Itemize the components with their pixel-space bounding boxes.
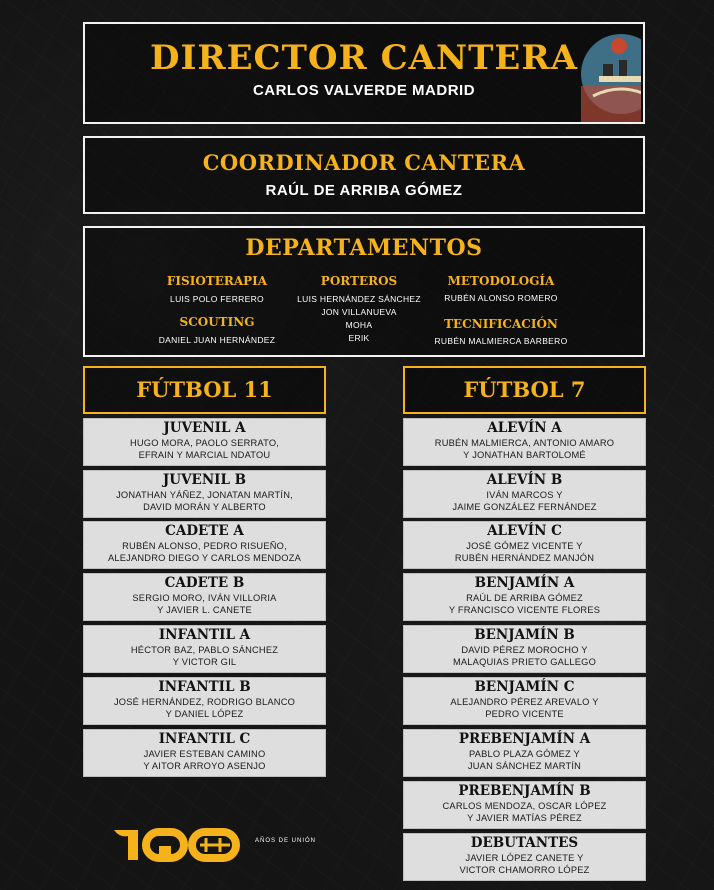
team-staff-line1: DAVID PÉREZ MOROCHO Y	[461, 645, 588, 655]
team-card-benjamin-c	[403, 677, 646, 725]
team-staff-line2: RUBÉN HERNÁNDEZ MANJÓN	[454, 553, 595, 563]
team-card-infantil-b	[83, 677, 326, 725]
team-staff-line1: JOSÉ GÓMEZ VICENTE Y	[466, 541, 583, 551]
team-staff-line1: HÉCTOR BAZ, PABLO SÁNCHEZ	[130, 645, 279, 655]
team-card-cadete-b	[83, 573, 326, 621]
team-card-prebenjamin-a	[403, 729, 646, 777]
team-staff-line1: JAVIER ESTEBAN CAMINO	[143, 749, 266, 759]
dept-scouting-name: DANIEL JUAN HERNÁNDEZ	[158, 335, 276, 345]
team-staff-line2: VICTOR CHAMORRO LÓPEZ	[459, 865, 590, 875]
team-staff-line2: Y JAVIER L. CANETE	[157, 605, 252, 615]
team-card-benjamin-b	[403, 625, 646, 673]
dept-fisioterapia-name: LUIS POLO FERRERO	[170, 294, 264, 304]
team-card-infantil-a	[83, 625, 326, 673]
dept-tecnificacion-name: RUBÉN MALMIERCA BARBERO	[434, 336, 568, 346]
team-card-alevin-c	[403, 521, 646, 569]
team-name: CADETE B	[164, 575, 245, 591]
departamentos-panel	[83, 226, 645, 357]
team-staff-line2: Y FRANCISCO VICENTE FLORES	[448, 605, 601, 615]
team-staff-line1: SERGIO MORO, IVÁN VILLORIA	[132, 593, 277, 603]
team-staff-line1: RUBÉN MALMIERCA, ANTONIO AMARO	[434, 438, 615, 448]
team-staff-line2: ALEJANDRO DIEGO Y CARLOS MENDOZA	[107, 553, 302, 563]
dept-porteros-title: PORTEROS	[320, 274, 398, 288]
dept-scouting-title: SCOUTING	[179, 315, 255, 329]
team-staff-line2: MALAQUIAS PRIETO GALLEGO	[452, 657, 597, 667]
dept-porteros-name-3: MOHA	[345, 320, 373, 330]
team-name: ALEVÍN A	[487, 420, 562, 436]
dept-tecnificacion-title: TECNIFICACIÓN	[444, 317, 558, 331]
club-crest-icon	[579, 26, 641, 122]
team-card-alevin-b	[403, 470, 646, 518]
team-name: JUVENIL A	[163, 420, 246, 436]
team-staff-line2: JUAN SÁNCHEZ MARTÍN	[467, 761, 582, 771]
team-staff-line2: EFRAIN Y MARCIAL NDATOU	[138, 450, 271, 460]
futbol7-title: FÚTBOL 7	[463, 377, 586, 402]
team-card-prebenjamin-b	[403, 781, 646, 829]
coordinador-title: COORDINADOR CANTERA	[202, 150, 526, 175]
team-staff-line1: RAÚL DE ARRIBA GÓMEZ	[466, 593, 583, 603]
team-staff-line1: HUGO MORA, PAOLO SERRATO,	[129, 438, 280, 448]
team-name: JUVENIL B	[162, 472, 247, 488]
team-name: ALEVÍN C	[487, 523, 562, 539]
team-name: PREBENJAMÍN A	[458, 731, 591, 747]
team-name: INFANTIL A	[158, 627, 251, 643]
team-card-juvenil-a	[83, 418, 326, 466]
futbol11-title: FÚTBOL 11	[136, 377, 273, 402]
coordinador-panel	[83, 136, 645, 214]
director-panel	[83, 22, 645, 124]
team-card-debutantes	[403, 833, 646, 881]
team-staff-line1: ALEJANDRO PÉREZ AREVALO Y	[450, 697, 599, 707]
team-card-infantil-c	[83, 729, 326, 777]
team-staff-line1: PABLO PLAZA GÓMEZ Y	[469, 749, 580, 759]
coordinador-name: RAÚL DE ARRIBA GÓMEZ	[265, 182, 463, 199]
team-staff-line2: Y VICTOR GIL	[172, 657, 237, 667]
team-staff-line2: Y DANIEL LÓPEZ	[165, 709, 244, 719]
anniversary-logo-text: AÑOS DE UNIÓN	[255, 838, 317, 844]
team-name: PREBENJAMÍN B	[458, 783, 591, 799]
team-name: DEBUTANTES	[470, 835, 579, 851]
team-name: BENJAMÍN C	[474, 679, 575, 695]
team-staff-line2: Y JAVIER MATÍAS PÉREZ	[467, 813, 582, 823]
team-staff-line1: RUBÉN ALONSO, PEDRO RISUEÑO,	[122, 541, 287, 551]
futbol11-header	[83, 366, 326, 414]
departamentos-title: DEPARTAMENTOS	[245, 235, 483, 261]
team-name: CADETE A	[165, 523, 244, 539]
team-staff-line1: JOSÉ HERNÁNDEZ, RODRIGO BLANCO	[113, 697, 296, 707]
team-card-cadete-a	[83, 521, 326, 569]
anniversary-logo	[112, 828, 322, 862]
team-staff-line1: JONATHAN YÁÑEZ, JONATAN MARTÍN,	[116, 490, 293, 500]
futbol7-header	[403, 366, 646, 414]
dept-porteros-name-4: ERIK	[348, 333, 370, 343]
team-name: INFANTIL B	[158, 679, 251, 695]
dept-metodologia-name: RUBÉN ALONSO ROMERO	[444, 293, 558, 303]
team-staff-line1: IVÁN MARCOS Y	[486, 490, 563, 500]
team-staff-line2: DAVID MORÁN Y ALBERTO	[143, 502, 266, 512]
team-card-alevin-a	[403, 418, 646, 466]
team-staff-line1: CARLOS MENDOZA, OSCAR LÓPEZ	[442, 801, 607, 811]
team-staff-line2: PEDRO VICENTE	[485, 709, 564, 719]
team-card-juvenil-b	[83, 470, 326, 518]
team-staff-line1: JAVIER LÓPEZ CANETE Y	[465, 853, 584, 863]
dept-fisioterapia-title: FISIOTERAPIA	[166, 274, 268, 288]
team-name: INFANTIL C	[158, 731, 251, 747]
team-staff-line2: Y AITOR ARROYO ASENJO	[143, 761, 266, 771]
team-name: BENJAMÍN A	[474, 575, 575, 591]
team-card-benjamin-a	[403, 573, 646, 621]
dept-porteros-name-2: JON VILLANUEVA	[321, 307, 397, 317]
director-title: DIRECTOR CANTERA	[149, 38, 578, 78]
team-staff-line2: Y JONATHAN BARTOLOMÉ	[463, 450, 586, 460]
team-name: BENJAMÍN B	[474, 627, 575, 643]
team-staff-line2: JAIME GONZÁLEZ FERNÁNDEZ	[452, 502, 597, 512]
director-name: CARLOS VALVERDE MADRID	[252, 82, 476, 99]
team-name: ALEVÍN B	[486, 472, 563, 488]
dept-metodologia-title: METODOLOGÍA	[447, 274, 555, 288]
dept-porteros-name-1: LUIS HERNÁNDEZ SÁNCHEZ	[297, 294, 421, 304]
